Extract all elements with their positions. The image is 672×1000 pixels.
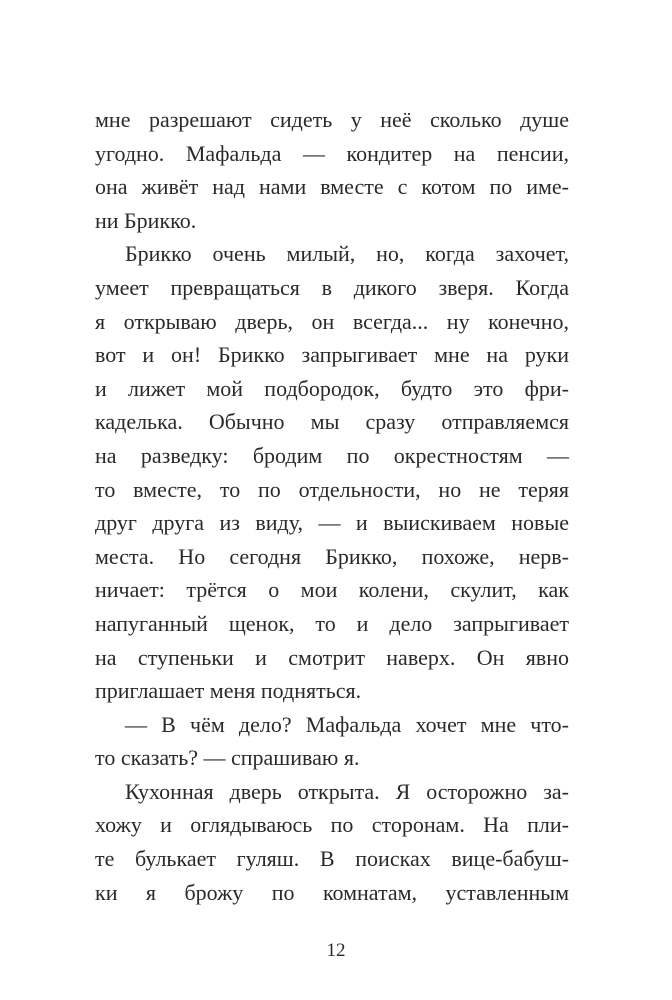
text-line: те булькает гуляш. В поисках вице-бабуш- [95, 846, 569, 872]
text-line: приглашает меня подняться. [95, 678, 362, 704]
text-line: мне разрешают сидеть у неё сколько душе [95, 107, 569, 132]
text-line: то сказать? — спрашиваю я. [95, 745, 360, 771]
text-line: места. Но сегодня Брикко, похоже, нерв- [95, 543, 569, 569]
text-line: на разведку: бродим по окрестностям — [95, 442, 569, 468]
text-line: умеет превращаться в дикого зверя. Когда [95, 274, 569, 300]
body-text [95, 103, 569, 909]
text-line: ни Брикко. [95, 207, 197, 233]
text-line: вот и он! Брикко запрыгивает мне на руки [95, 342, 569, 368]
text-line: на ступеньки и смотрит наверх. Он явно [95, 644, 569, 670]
text-line: то вместе, то по отдельности, но не теряя [95, 476, 569, 502]
text-line: угодно. Мафальда — кондитер на пенсии, [95, 140, 569, 166]
text-line: Брикко очень милый, но, когда захочет, [125, 241, 569, 267]
page-number: 12 [326, 940, 346, 961]
text-line: Кухонная дверь открыта. Я осторожно за- [125, 778, 569, 804]
text-line: ки я брожу по комнатам, уставленным [95, 879, 569, 905]
text-line: и лижет мой подбородок, будто это фри- [95, 375, 569, 401]
text-line: напуганный щенок, то и дело запрыгивает [95, 610, 569, 636]
text-line: ничает: трётся о мои колени, скулит, как [95, 577, 569, 603]
text-line: каделька. Обычно мы сразу отправляемся [95, 409, 569, 435]
text-line: она живёт над нами вместе с котом по име- [95, 174, 569, 200]
text-line: — В чём дело? Мафальда хочет мне что- [125, 711, 569, 737]
text-line: я открываю дверь, он всегда... ну конечно, [95, 308, 569, 334]
text-line: хожу и оглядываюсь по сторонам. На пли- [95, 812, 569, 838]
text-line: друг друга из виду, — и выискиваем новые [95, 510, 569, 536]
